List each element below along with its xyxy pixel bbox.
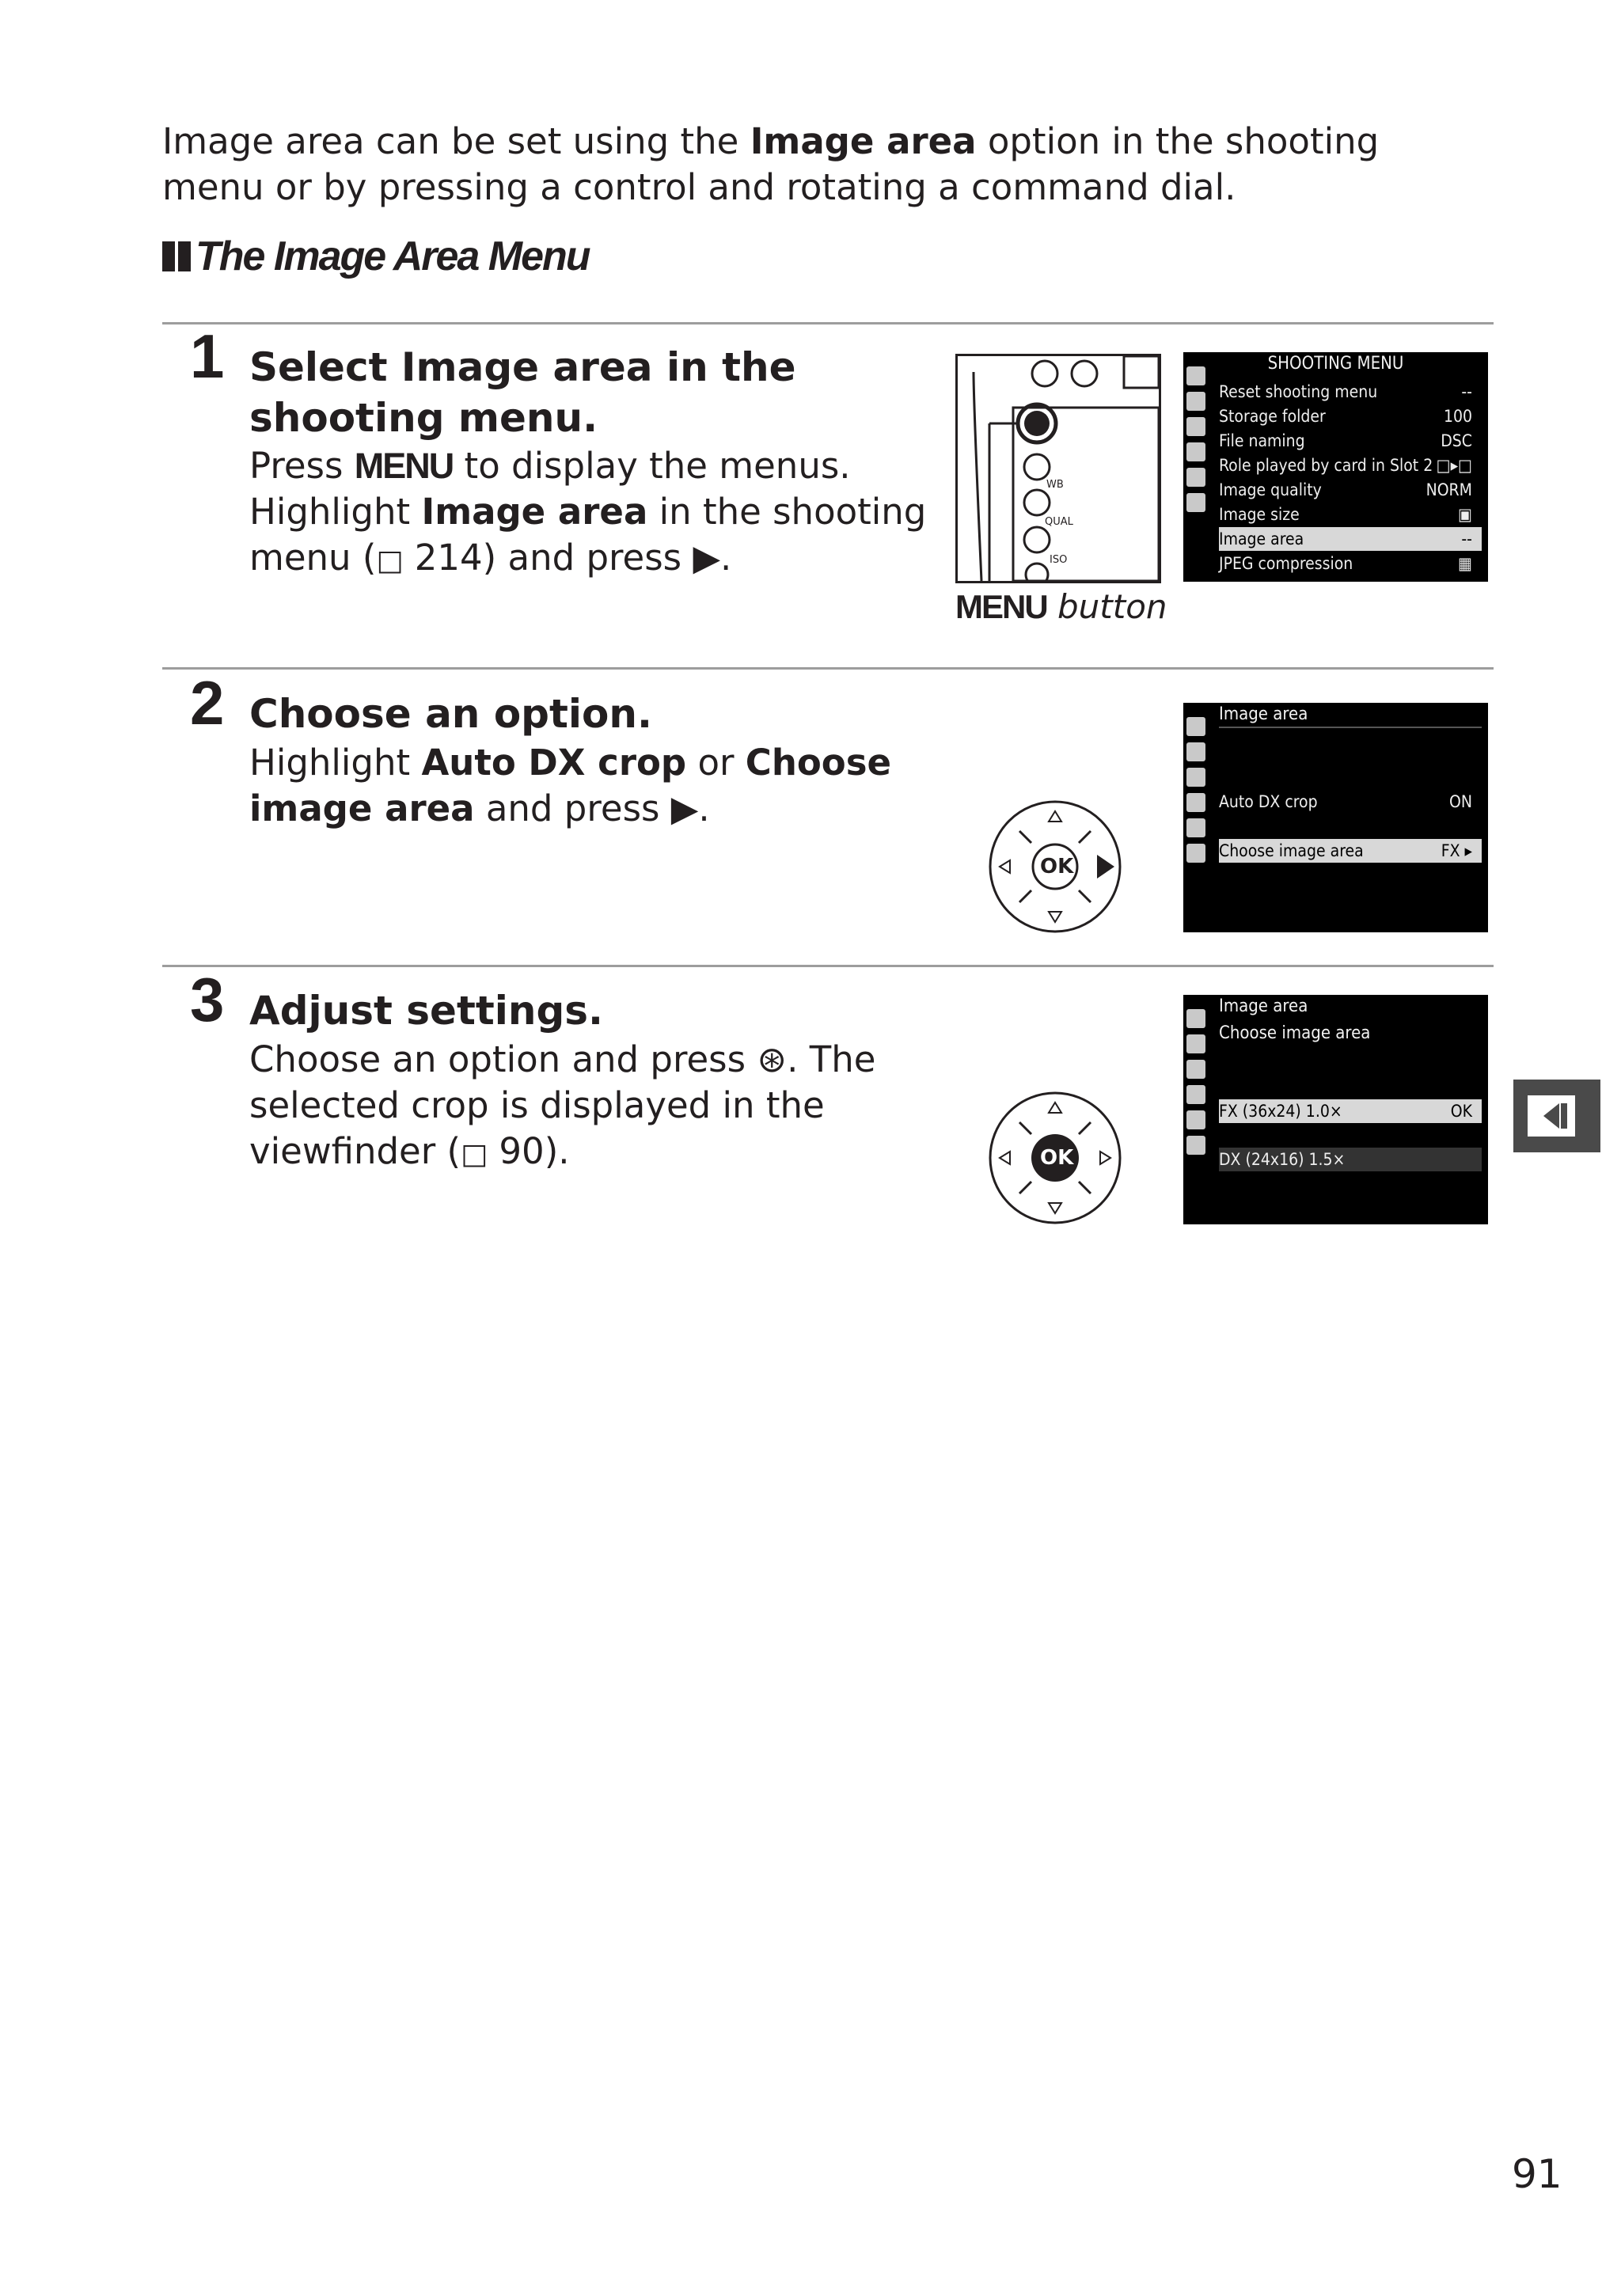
row-label: Image area [1219, 529, 1304, 548]
row-label: Role played by card in Slot 2 [1219, 456, 1433, 475]
row-value: ON [1449, 792, 1472, 811]
body-text: 90). [488, 1130, 570, 1172]
row-label: File naming [1219, 431, 1305, 450]
camera-label-qual: QUAL [1045, 516, 1073, 528]
step-number: 2 [190, 668, 225, 738]
caption-menu-glyph: MENU [955, 588, 1047, 625]
menu-row [1219, 503, 1482, 526]
row-label: Storage folder [1219, 407, 1326, 426]
menu-row [1219, 429, 1482, 453]
book-icon: □ [376, 545, 404, 577]
step-title-part: in the shooting menu. [249, 344, 796, 441]
body-text: or [686, 742, 746, 784]
row-label: JPEG compression [1219, 554, 1353, 573]
menu-row [1219, 380, 1482, 404]
camera-back-illustration [955, 354, 1161, 583]
row-label: Reset shooting menu [1219, 382, 1378, 401]
menu-tab-icons [1186, 366, 1210, 518]
step-number: 1 [190, 321, 225, 391]
section-title: The Image Area Menu [196, 233, 590, 279]
body-text: Highlight [249, 742, 422, 784]
menu-row [1219, 790, 1482, 814]
step-body [249, 1037, 946, 1178]
screen-subtitle: Choose image area [1219, 1023, 1371, 1043]
camera-drawing [958, 356, 1159, 581]
menu-row-highlighted [1219, 527, 1482, 551]
row-value: NORM [1425, 480, 1472, 499]
ok-button-icon: ⊛ [757, 1038, 788, 1080]
menu-button-caption [955, 587, 1167, 626]
multi-selector-dial [988, 799, 1122, 934]
row-value: DSC [1441, 431, 1472, 450]
body-bold: Image area [421, 491, 648, 533]
menu-button-glyph: MENU [354, 446, 454, 486]
image-area-screen [1183, 703, 1488, 932]
menu-row [1219, 404, 1482, 428]
menu-row [1219, 454, 1482, 477]
screen-title: SHOOTING MENU [1267, 354, 1404, 374]
row-label: FX (36x24) 1.0× [1219, 1102, 1342, 1121]
caption-text: button [1046, 587, 1167, 626]
divider [162, 322, 1494, 324]
row-value: -- [1461, 529, 1472, 548]
row-value: ▣ [1458, 505, 1472, 524]
body-text: to display the menus. Highlight [249, 445, 851, 533]
step-title: Choose an option. [249, 691, 652, 737]
screen-title: Image area [1219, 996, 1308, 1016]
row-label: DX (24x16) 1.5× [1219, 1150, 1346, 1169]
shooting-menu-screen [1183, 352, 1488, 582]
body-text: 214) and press [403, 537, 693, 579]
camera-label-wb: WB [1046, 479, 1064, 491]
step-title: Adjust settings. [249, 988, 604, 1034]
row-value: □▸□ [1436, 456, 1472, 475]
choose-image-area-screen [1183, 995, 1488, 1224]
shooting-menu-tab-icon [1513, 1080, 1600, 1152]
intro-paragraph [162, 119, 1492, 211]
body-text: . [698, 787, 710, 829]
page-number: 91 [1512, 2151, 1562, 2197]
intro-text-2: option in the shooting menu or by pressing a control and rotating a command dial. [162, 120, 1380, 208]
screen-title: Image area [1219, 704, 1308, 724]
row-value: 100 [1443, 407, 1472, 426]
step-title-part: Select [249, 344, 401, 390]
intro-text: Image area can be set using the [162, 120, 750, 162]
menu-row-highlighted [1219, 1099, 1482, 1123]
screen-divider [1219, 727, 1482, 728]
divider [162, 667, 1494, 670]
body-text: Choose an option and press [249, 1038, 757, 1080]
menu-tab-icons [1186, 1009, 1210, 1161]
heading-marker-icon [162, 241, 191, 271]
menu-tab-icons [1186, 717, 1210, 869]
menu-row [1219, 478, 1482, 502]
intro-bold: Image area [750, 120, 977, 162]
right-arrow-icon: ▶ [693, 537, 721, 579]
step-title [249, 342, 946, 443]
step-body [249, 740, 946, 832]
step-body [249, 443, 946, 584]
step-number: 3 [190, 965, 225, 1034]
book-icon: □ [461, 1138, 488, 1171]
row-value: -- [1461, 382, 1472, 401]
body-text: . [720, 537, 732, 579]
row-label: Auto DX crop [1219, 792, 1318, 811]
right-arrow-icon: ▶ [670, 787, 699, 829]
menu-row-highlighted [1219, 839, 1482, 863]
body-bold: Choose image area [249, 742, 891, 829]
body-text: and press [474, 787, 671, 829]
body-bold: Auto DX crop [421, 742, 687, 784]
menu-row [1219, 552, 1482, 575]
multi-selector-dial [988, 1091, 1122, 1225]
body-text: . The selected crop is displayed in the viewfinder ( [249, 1038, 876, 1172]
ok-label: OK [1040, 855, 1074, 879]
row-value: OK [1450, 1102, 1472, 1121]
row-label: Image size [1219, 505, 1300, 524]
body-text: in the shooting menu ( [249, 491, 927, 579]
row-label: Choose image area [1219, 841, 1364, 860]
camera-label-iso: ISO [1050, 554, 1068, 566]
section-heading [162, 233, 590, 280]
divider [162, 965, 1494, 967]
chapter-tab [1513, 1080, 1600, 1152]
body-text: Press [249, 445, 355, 487]
row-label: Image quality [1219, 480, 1322, 499]
row-value: ▦ [1458, 554, 1472, 573]
row-value: FX ▸ [1441, 841, 1472, 860]
step-title-bold: Image area [401, 344, 653, 390]
menu-row [1219, 1148, 1482, 1171]
ok-label: OK [1040, 1146, 1074, 1170]
